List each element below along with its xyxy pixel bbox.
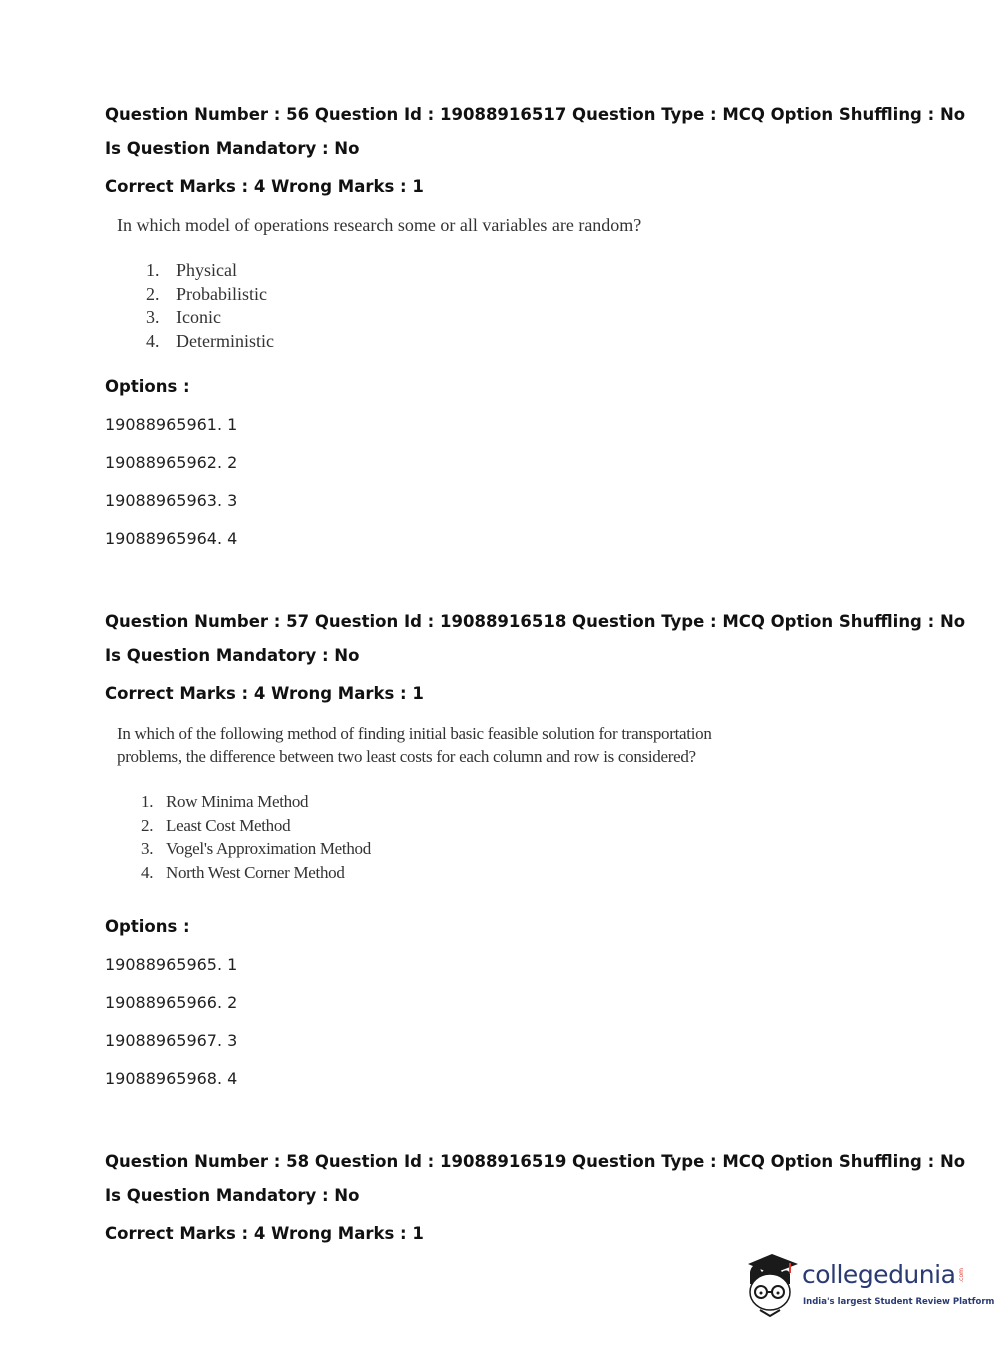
choice-text: Deterministic [176, 330, 274, 351]
choice-number: 2. [141, 815, 154, 835]
student-mascot-icon [742, 1250, 802, 1320]
choice-number: 1. [141, 792, 154, 811]
marks-line: Correct Marks : 4 Wrong Marks : 1 [105, 1224, 424, 1243]
choice-item [141, 837, 371, 861]
choice-item [141, 814, 371, 838]
marks-line: Correct Marks : 4 Wrong Marks : 1 [105, 177, 424, 196]
choice-list [146, 259, 274, 353]
choice-item [146, 306, 274, 330]
choice-text: North West Corner Method [166, 862, 345, 882]
choice-number: 4. [146, 330, 160, 351]
question-meta-line: Question Number : 57 Question Id : 19088916518 Question Type : MCQ Option Shuffling : No [105, 612, 966, 631]
question-mandatory-line: Is Question Mandatory : No [105, 1186, 360, 1205]
choice-text: Iconic [176, 307, 221, 327]
choice-text: Least Cost Method [166, 815, 291, 835]
choice-number: 3. [141, 839, 154, 858]
choice-item [146, 259, 274, 283]
option-item: 19088965962. 2 [105, 453, 238, 472]
choice-item [146, 283, 274, 307]
question-text-line-1: In which of the following method of finding initial basic feasible solution for transportation [117, 724, 712, 743]
question-text: In which model of operations research some or all variables are random? [117, 215, 642, 235]
choice-item [141, 861, 371, 885]
choice-number: 3. [146, 307, 160, 327]
choice-number: 1. [146, 260, 160, 280]
question-text-line-2: problems, the difference between two least costs for each column and row is considered? [117, 747, 696, 766]
options-label: Options : [105, 377, 190, 396]
choice-item [141, 790, 371, 814]
collegedunia-logo [742, 1250, 995, 1320]
question-mandatory-line: Is Question Mandatory : No [105, 646, 360, 665]
option-item: 19088965961. 1 [105, 415, 238, 434]
choice-text: Probabilistic [176, 283, 267, 304]
option-item: 19088965966. 2 [105, 993, 238, 1012]
options-label: Options : [105, 917, 190, 936]
choice-number: 2. [146, 283, 160, 304]
logo-wordmark: collegedunia [802, 1260, 956, 1289]
logo-domain-suffix: .com [958, 1268, 965, 1283]
option-item: 19088965965. 1 [105, 955, 238, 974]
question-meta-line: Question Number : 58 Question Id : 19088916519 Question Type : MCQ Option Shuffling : No [105, 1152, 966, 1171]
question-meta-line: Question Number : 56 Question Id : 19088916517 Question Type : MCQ Option Shuffling : No [105, 105, 966, 124]
option-item: 19088965964. 4 [105, 529, 238, 548]
choice-text: Physical [176, 260, 237, 280]
option-item: 19088965968. 4 [105, 1069, 238, 1088]
marks-line: Correct Marks : 4 Wrong Marks : 1 [105, 684, 424, 703]
option-item: 19088965967. 3 [105, 1031, 238, 1050]
choice-text: Row Minima Method [166, 792, 309, 811]
choice-list [141, 790, 371, 884]
question-mandatory-line: Is Question Mandatory : No [105, 139, 360, 158]
logo-tagline: India's largest Student Review Platform [803, 1297, 995, 1307]
choice-text: Vogel's Approximation Method [166, 839, 371, 858]
choice-number: 4. [141, 862, 154, 882]
option-item: 19088965963. 3 [105, 491, 238, 510]
choice-item [146, 330, 274, 354]
